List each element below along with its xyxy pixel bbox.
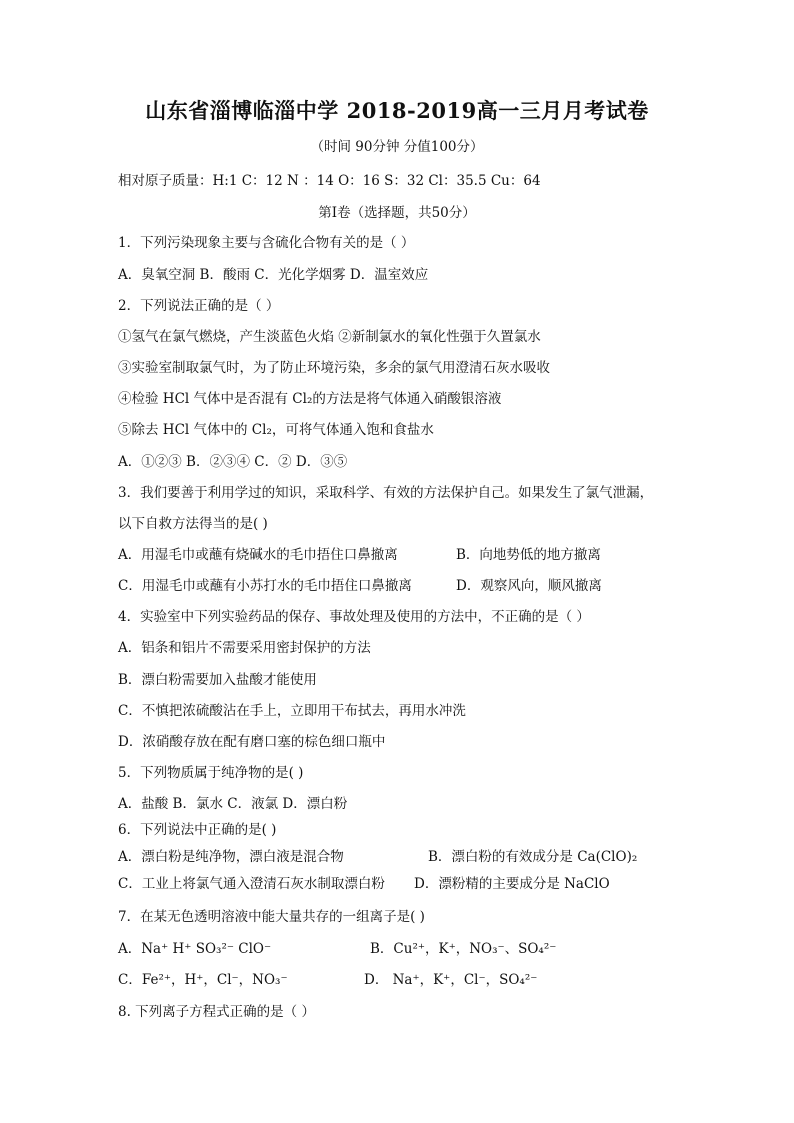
q6-stem: 6．下列说法中正确的是( ) bbox=[118, 822, 277, 838]
q5-options: A．盐酸 B．氯水 C．液氯 D．漂白粉 bbox=[118, 796, 348, 812]
section-heading: 第Ⅰ卷（选择题，共50分） bbox=[318, 205, 476, 221]
q3-option-b: B．向地势低的地方撤离 bbox=[456, 547, 601, 563]
q4-stem: 4．实验室中下列实验药品的保存、事故处理及使用的方法中，不正确的是（ ） bbox=[118, 609, 590, 625]
q2-stem: 2．下列说法正确的是（ ） bbox=[118, 298, 280, 314]
q3-stem-line-2: 以下自救方法得当的是( ) bbox=[118, 516, 268, 532]
q2-options: A．①②③ B．②③④ C．② D．③⑤ bbox=[118, 454, 348, 470]
q7-option-b: B．Cu²⁺，K⁺，NO₃⁻、SO₄²⁻ bbox=[370, 941, 557, 957]
q3-option-d: D．观察风向，顺风撤离 bbox=[456, 578, 602, 594]
q5-stem: 5．下列物质属于纯净物的是( ) bbox=[118, 765, 304, 781]
q6-option-b: B．漂白粉的有效成分是 Ca(ClO)₂ bbox=[428, 849, 638, 865]
q7-option-a: A．Na⁺ H⁺ SO₃²⁻ ClO⁻ bbox=[118, 941, 272, 957]
q4-option-b: B．漂白粉需要加入盐酸才能使用 bbox=[118, 672, 317, 688]
q2-statement-4: ④检验 HCl 气体中是否混有 Cl₂的方法是将气体通入硝酸银溶液 bbox=[118, 391, 502, 407]
q4-option-c: C．不慎把浓硫酸沾在手上，立即用干布拭去，再用水冲洗 bbox=[118, 703, 466, 719]
q1-options: A．臭氧空洞 B．酸雨 C．光化学烟雾 D．温室效应 bbox=[118, 267, 429, 283]
q6-option-c: C．工业上将氯气通入澄清石灰水制取漂白粉 bbox=[118, 876, 385, 892]
q3-option-c: C．用湿毛巾或蘸有小苏打水的毛巾捂住口鼻撤离 bbox=[118, 578, 412, 594]
q2-statement-1-2: ①氢气在氯气燃烧，产生淡蓝色火焰 ②新制氯水的氧化性强于久置氯水 bbox=[118, 329, 541, 345]
q7-option-d: D． Na⁺，K⁺，Cl⁻，SO₄²⁻ bbox=[364, 972, 538, 988]
q3-stem-line-1: 3．我们要善于利用学过的知识，采取科学、有效的方法保护自己。如果发生了氯气泄漏， bbox=[118, 485, 654, 501]
q2-statement-5: ⑤除去 HCl 气体中的 Cl₂，可将气体通入饱和食盐水 bbox=[118, 422, 434, 438]
atomic-masses: 相对原子质量：H:1 C：12 N ：14 O：16 S：32 Cl：35.5 Cu：64 bbox=[118, 173, 541, 189]
q4-option-a: A．铝条和铝片不需要采用密封保护的方法 bbox=[118, 640, 371, 656]
exam-title: 山东省淄博临淄中学 2018-2019高一三月月考试卷 bbox=[145, 98, 649, 123]
q3-option-a: A．用湿毛巾或蘸有烧碱水的毛巾捂住口鼻撤离 bbox=[118, 547, 398, 563]
q8-stem: 8. 下列离子方程式正确的是（ ） bbox=[118, 1004, 315, 1020]
q6-option-a: A．漂白粉是纯净物，漂白液是混合物 bbox=[118, 849, 344, 865]
q6-option-d: D．漂粉精的主要成分是 NaClO bbox=[414, 876, 610, 892]
q4-option-d: D．浓硝酸存放在配有磨口塞的棕色细口瓶中 bbox=[118, 734, 386, 750]
q7-option-c: C．Fe²⁺，H⁺，Cl⁻，NO₃⁻ bbox=[118, 972, 288, 988]
q2-statement-3: ③实验室制取氯气时，为了防止环境污染，多余的氯气用澄清石灰水吸收 bbox=[118, 360, 550, 376]
q7-stem: 7．在某无色透明溶液中能大量共存的一组离子是( ) bbox=[118, 909, 425, 925]
time-score-info: （时间 90分钟 分值100分） bbox=[310, 139, 484, 155]
q1-stem: 1．下列污染现象主要与含硫化合物有关的是（ ） bbox=[118, 235, 415, 251]
